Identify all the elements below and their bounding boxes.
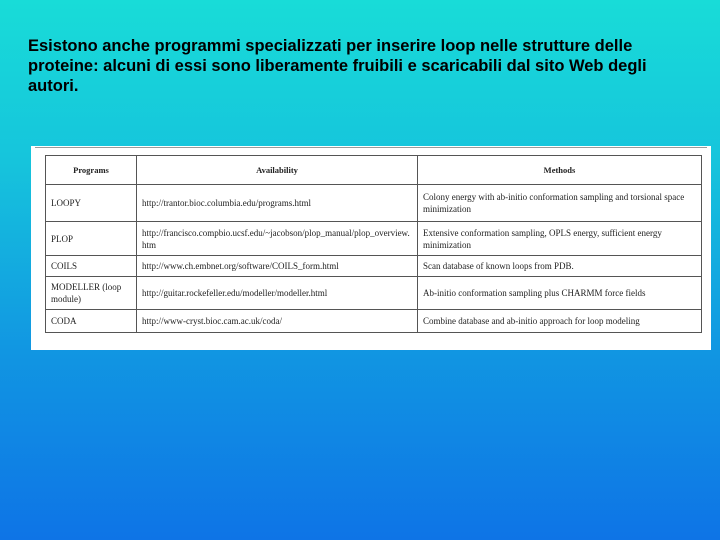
availability-cell: http://guitar.rockefeller.edu/modeller/modeller.html (137, 277, 418, 310)
method-cell: Extensive conformation sampling, OPLS energy, sufficient energy minimization (418, 222, 702, 256)
table-row (46, 310, 702, 333)
method-cell: Colony energy with ab-initio conformation sampling and torsional space minimization (418, 185, 702, 222)
table-row (46, 222, 702, 256)
slide-body-text: Esistono anche programmi specializzati per inserire loop nelle strutture delle proteine: alcuni di essi sono liberamente fruibili e scaricabili dal sito Web degli autori. (28, 37, 647, 95)
program-cell: CODA (46, 310, 137, 333)
program-cell: LOOPY (46, 185, 137, 222)
program-cell: PLOP (46, 222, 137, 256)
loop-programs-table (45, 155, 702, 333)
table-image-panel (31, 146, 711, 350)
table-row (46, 185, 702, 222)
header-methods: Methods (418, 156, 702, 185)
availability-cell: http://www-cryst.bioc.cam.ac.uk/coda/ (137, 310, 418, 333)
program-cell: COILS (46, 256, 137, 277)
table-row (46, 277, 702, 310)
availability-cell: http://www.ch.embnet.org/software/COILS_form.html (137, 256, 418, 277)
method-cell: Ab-initio conformation sampling plus CHARMM force fields (418, 277, 702, 310)
table-header-row (46, 156, 702, 185)
program-cell: MODELLER (loop module) (46, 277, 137, 310)
panel-divider (35, 147, 707, 148)
availability-cell: http://francisco.compbio.ucsf.edu/~jacobson/plop_manual/plop_overview.htm (137, 222, 418, 256)
header-availability: Availability (137, 156, 418, 185)
availability-cell: http://trantor.bioc.columbia.edu/programs.html (137, 185, 418, 222)
header-programs: Programs (46, 156, 137, 185)
table-row (46, 256, 702, 277)
method-cell: Combine database and ab-initio approach for loop modeling (418, 310, 702, 333)
method-cell: Scan database of known loops from PDB. (418, 256, 702, 277)
